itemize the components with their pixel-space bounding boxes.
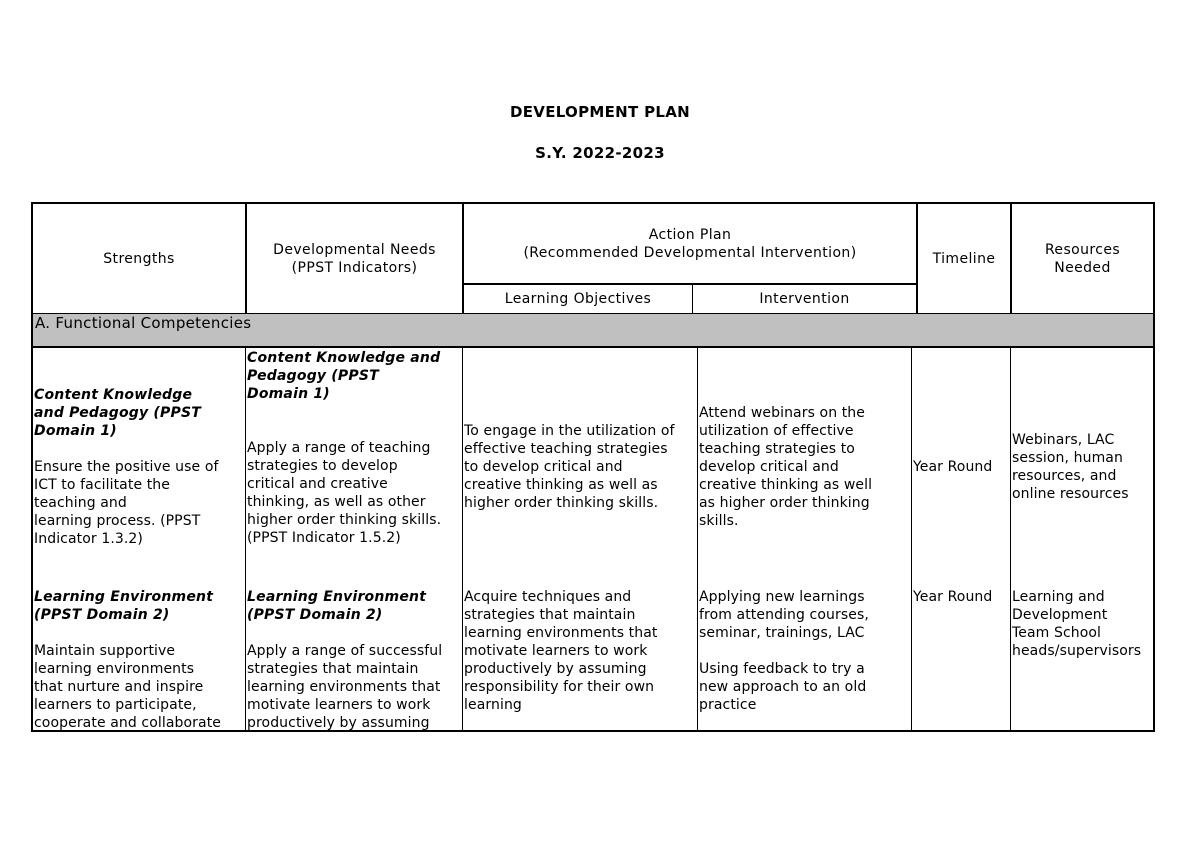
header-action-plan-line2: (Recommended Developmental Intervention): [523, 244, 857, 261]
text-line: resources, and: [1012, 468, 1117, 484]
text-line: Pedagogy (PPST: [247, 368, 379, 384]
development-plan-table: [31, 202, 1155, 732]
row2-timeline-cell: [911, 586, 1010, 730]
text-line: Acquire techniques and: [464, 589, 632, 605]
row1-strength-cell: [33, 348, 245, 586]
row2-need-cell: [245, 586, 462, 730]
text-line: Using feedback to try a: [699, 661, 865, 677]
header-intervention-label: Intervention: [759, 291, 850, 307]
text-line: responsibility for their own: [464, 679, 655, 695]
text-line: Learning and: [1012, 589, 1105, 605]
row1-need-text: [247, 439, 462, 547]
text-line: strategies that maintain: [247, 661, 419, 677]
header-resources-line1: Resources: [1044, 241, 1121, 258]
text-line: practice: [699, 697, 757, 713]
text-line: motivate learners to work: [464, 643, 648, 659]
text-line: strategies to develop: [247, 458, 398, 474]
text-line: creative thinking as well: [699, 477, 873, 493]
row1-need-cell: [245, 348, 462, 586]
text-line: Learning Environment: [34, 589, 214, 605]
row2-intervention-cell: [697, 586, 911, 730]
text-line: (PPST Domain 2): [34, 607, 170, 623]
text-line: Apply a range of teaching: [247, 440, 431, 456]
text-line: productively by assuming: [464, 661, 647, 677]
text-line: skills.: [699, 513, 739, 529]
text-line: learning environments that: [247, 679, 441, 695]
text-line: motivate learners to work: [247, 697, 431, 713]
row2-resources-cell: [1010, 586, 1153, 730]
header-learning-objectives: [462, 283, 692, 313]
row1-objective-cell: [462, 348, 697, 586]
text-line: Applying new learnings: [699, 589, 865, 605]
row1-need-title: [247, 349, 462, 403]
text-line: Attend webinars on the: [699, 405, 865, 421]
row2-need-title: [247, 588, 462, 624]
text-line: Maintain supportive: [34, 643, 176, 659]
text-line: and Pedagogy (PPST: [34, 405, 201, 421]
header-action-plan: [462, 204, 916, 283]
text-line: Ensure the positive use of: [34, 459, 219, 475]
text-line: session, human: [1012, 450, 1123, 466]
row1-intervention-cell: [697, 348, 911, 586]
header-dev-needs-line1: Developmental Needs: [273, 241, 436, 258]
row1-strength-title: [34, 386, 245, 440]
text-line: effective teaching strategies: [464, 441, 668, 457]
row1-timeline-cell: [911, 348, 1010, 586]
text-line: Team School: [1012, 625, 1102, 641]
header-learning-objectives-label: Learning Objectives: [504, 291, 652, 307]
text-line: to develop critical and: [464, 459, 623, 475]
header-strengths: [33, 204, 245, 313]
text-line: (PPST Domain 2): [247, 607, 383, 623]
text-line: as higher order thinking: [699, 495, 870, 511]
text-line: ICT to facilitate the: [34, 477, 170, 493]
text-line: new approach to an old: [699, 679, 867, 695]
text-line: seminar, trainings, LAC: [699, 625, 865, 641]
text-line: learning process. (PPST: [34, 513, 201, 529]
text-line: Apply a range of successful: [247, 643, 443, 659]
school-year: S.Y. 2022-2023: [535, 144, 665, 162]
header-strengths-label: Strengths: [103, 250, 175, 267]
text-line: heads/supervisors: [1012, 643, 1142, 659]
text-line: Webinars, LAC: [1012, 432, 1115, 448]
header-intervention: [692, 283, 916, 313]
text-line: Content Knowledge: [34, 387, 193, 403]
text-line: Content Knowledge and: [247, 350, 441, 366]
text-line: teaching and: [34, 495, 127, 511]
row2-strength-cell: [33, 586, 245, 730]
text-line: learners to participate,: [34, 697, 197, 713]
section-functional-competencies-label: A. Functional Competencies: [35, 314, 252, 332]
document-title: DEVELOPMENT PLAN: [509, 103, 691, 121]
text-line: creative thinking as well as: [464, 477, 658, 493]
header-dev-needs-line2: (PPST Indicators): [291, 259, 418, 276]
row2-strength-text: [34, 642, 245, 732]
header-developmental-needs: [245, 204, 462, 313]
text-line: critical and creative: [247, 476, 388, 492]
text-line: productively by assuming: [247, 715, 430, 731]
text-line: learning: [464, 697, 522, 713]
text-line: (PPST Indicator 1.5.2): [247, 530, 401, 546]
text-line: Domain 1): [247, 386, 330, 402]
text-line: cooperate and collaborate: [34, 715, 222, 731]
text-line: thinking, as well as other: [247, 494, 426, 510]
text-line: from attending courses,: [699, 607, 869, 623]
row2-strength-title: [34, 588, 245, 624]
header-resources-line2: Needed: [1054, 259, 1111, 276]
header-timeline-label: Timeline: [932, 250, 996, 267]
text-line: higher order thinking skills.: [464, 495, 659, 511]
header-timeline: [916, 204, 1010, 313]
text-line: Domain 1): [34, 423, 117, 439]
row1-strength-text: [34, 458, 245, 548]
text-line: develop critical and: [699, 459, 839, 475]
text-line: Learning Environment: [247, 589, 427, 605]
text-line: that nurture and inspire: [34, 679, 204, 695]
text-line: teaching strategies to: [699, 441, 855, 457]
header-resources: [1010, 204, 1153, 313]
row2-objective-cell: [462, 586, 697, 730]
text-line: strategies that maintain: [464, 607, 636, 623]
text-line: Indicator 1.3.2): [34, 531, 143, 547]
text-line: Development: [1012, 607, 1108, 623]
row1-resources-cell: [1010, 348, 1153, 586]
row2-timeline: Year Round: [913, 589, 993, 605]
section-functional-competencies: [33, 313, 1153, 348]
text-line: online resources: [1012, 486, 1129, 502]
text-line: learning environments that: [464, 625, 658, 641]
header-action-plan-line1: Action Plan: [648, 226, 732, 243]
text-line: learning environments: [34, 661, 195, 677]
text-line: higher order thinking skills.: [247, 512, 442, 528]
row1-timeline: Year Round: [913, 459, 993, 475]
text-line: utilization of effective: [699, 423, 854, 439]
row2-need-text: [247, 642, 462, 732]
text-line: To engage in the utilization of: [464, 423, 675, 439]
